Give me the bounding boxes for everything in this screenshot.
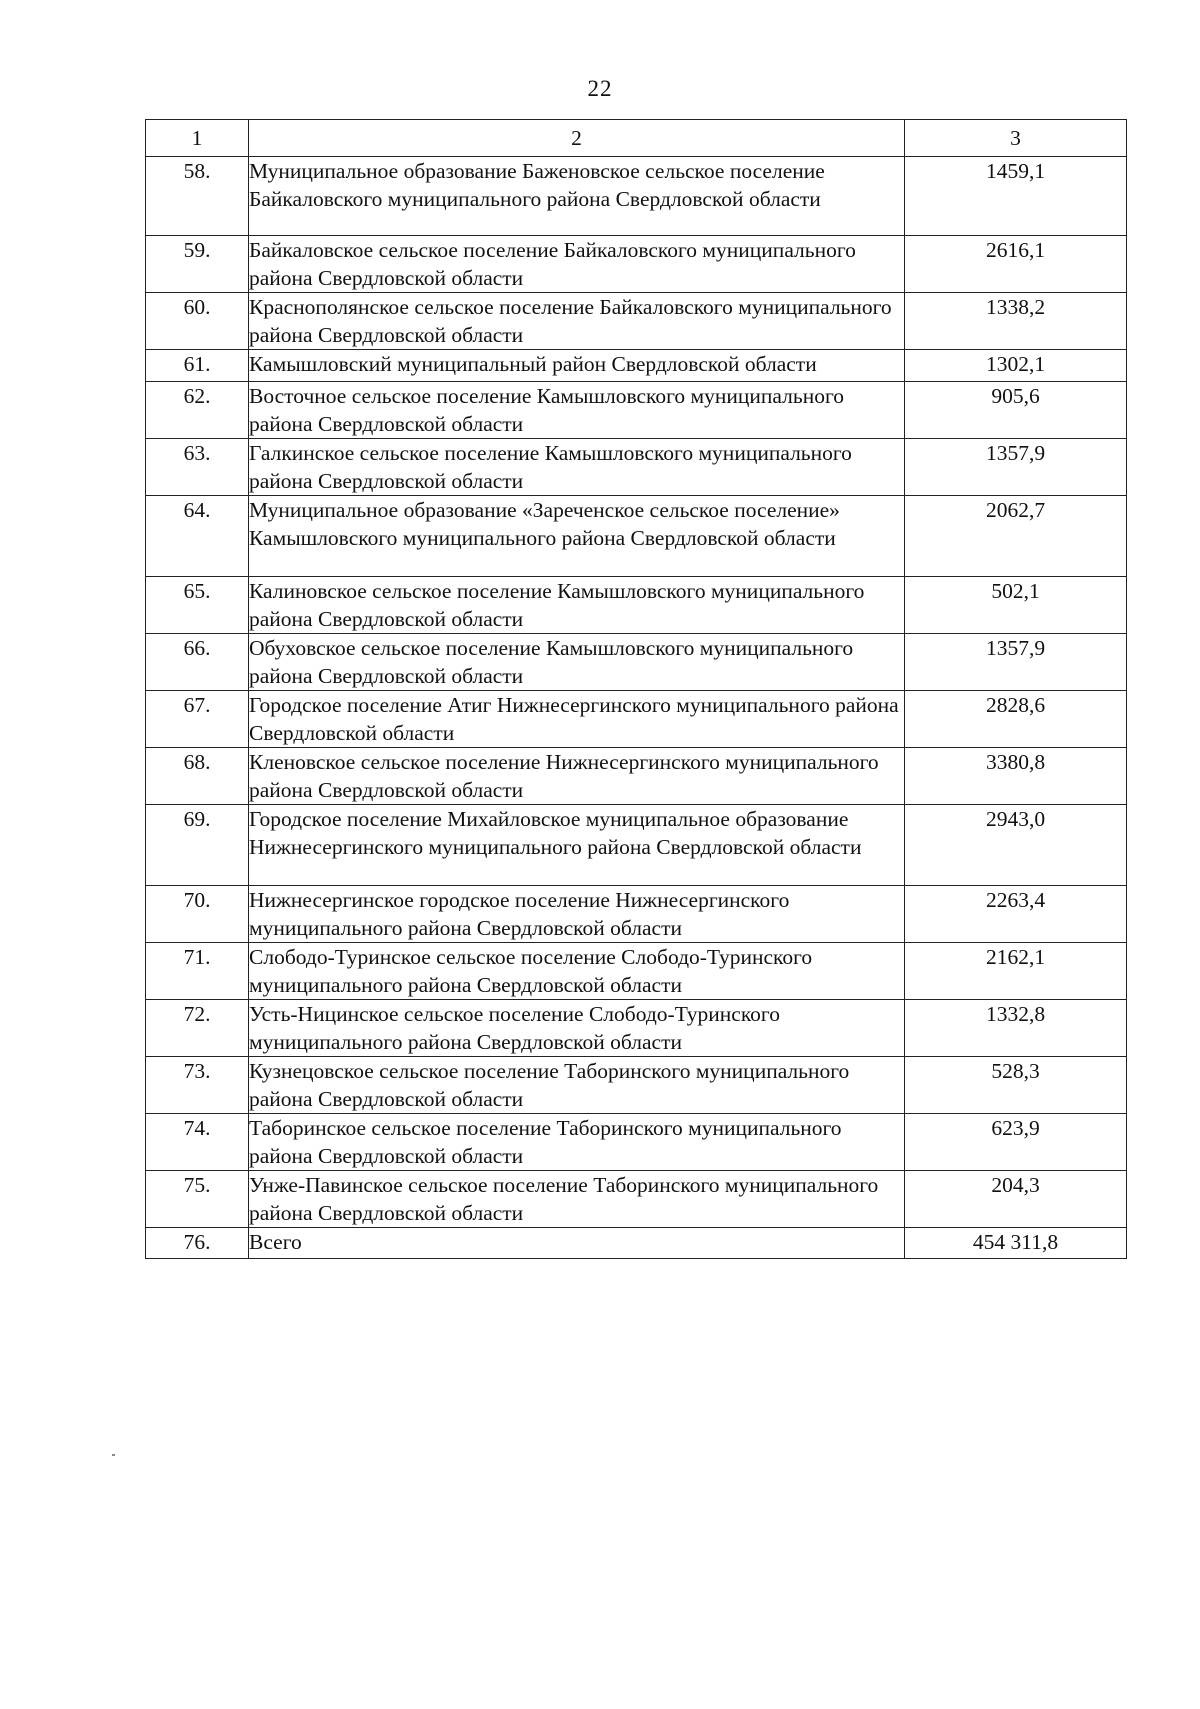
table-row bbox=[146, 496, 1127, 577]
total-label: Всего bbox=[249, 1228, 905, 1259]
amount-value: 1338,2 bbox=[905, 293, 1127, 350]
table-row bbox=[146, 886, 1127, 943]
municipality-name: Галкинское сельское поселение Камышловского муниципального района Свердловской области bbox=[249, 439, 905, 496]
amount-value: 1302,1 bbox=[905, 350, 1127, 382]
row-number: 73. bbox=[146, 1057, 249, 1114]
row-number: 61. bbox=[146, 350, 249, 382]
amount-value: 2616,1 bbox=[905, 236, 1127, 293]
amount-value: 3380,8 bbox=[905, 748, 1127, 805]
municipality-name: Муниципальное образование Баженовское сельское поселение Байкаловского муниципального района Свердловской области bbox=[249, 157, 905, 236]
row-number: 66. bbox=[146, 634, 249, 691]
municipality-name: Кленовское сельское поселение Нижнесергинского муниципального района Свердловской области bbox=[249, 748, 905, 805]
row-number: 72. bbox=[146, 1000, 249, 1057]
table-row bbox=[146, 439, 1127, 496]
municipality-name: Краснополянское сельское поселение Байкаловского муниципального района Свердловской области bbox=[249, 293, 905, 350]
municipality-name: Городское поселение Атиг Нижнесергинского муниципального района Свердловской области bbox=[249, 691, 905, 748]
municipality-name: Усть-Ницинское сельское поселение Слободо-Туринского муниципального района Свердловской области bbox=[249, 1000, 905, 1057]
table-row bbox=[146, 293, 1127, 350]
amount-value: 2162,1 bbox=[905, 943, 1127, 1000]
total-row bbox=[146, 1228, 1127, 1259]
municipality-name: Калиновское сельское поселение Камышловского муниципального района Свердловской области bbox=[249, 577, 905, 634]
row-number: 68. bbox=[146, 748, 249, 805]
row-number: 75. bbox=[146, 1171, 249, 1228]
amount-value: 1357,9 bbox=[905, 634, 1127, 691]
municipality-name: Камышловский муниципальный район Свердловской области bbox=[249, 350, 905, 382]
amount-value: 204,3 bbox=[905, 1171, 1127, 1228]
row-number: 60. bbox=[146, 293, 249, 350]
header-row bbox=[146, 120, 1127, 157]
column-header-2: 2 bbox=[249, 120, 905, 157]
row-number: 63. bbox=[146, 439, 249, 496]
amount-value: 2943,0 bbox=[905, 805, 1127, 886]
allocation-table bbox=[145, 119, 1127, 1259]
row-number: 59. bbox=[146, 236, 249, 293]
municipality-name: Унже-Павинское сельское поселение Таборинского муниципального района Свердловской области bbox=[249, 1171, 905, 1228]
municipality-name: Таборинское сельское поселение Таборинского муниципального района Свердловской области bbox=[249, 1114, 905, 1171]
amount-value: 2263,4 bbox=[905, 886, 1127, 943]
row-number: 65. bbox=[146, 577, 249, 634]
table-row bbox=[146, 1000, 1127, 1057]
row-number: 71. bbox=[146, 943, 249, 1000]
amount-value: 2062,7 bbox=[905, 496, 1127, 577]
page-number: 22 bbox=[587, 76, 613, 101]
total-value: 454 311,8 bbox=[905, 1228, 1127, 1259]
amount-value: 2828,6 bbox=[905, 691, 1127, 748]
municipality-name: Обуховское сельское поселение Камышловского муниципального района Свердловской области bbox=[249, 634, 905, 691]
table-row bbox=[146, 350, 1127, 382]
row-number: 74. bbox=[146, 1114, 249, 1171]
column-header-1: 1 bbox=[146, 120, 249, 157]
row-number: 69. bbox=[146, 805, 249, 886]
table-row bbox=[146, 1171, 1127, 1228]
row-number: 62. bbox=[146, 382, 249, 439]
row-number: 58. bbox=[146, 157, 249, 236]
table-row bbox=[146, 805, 1127, 886]
row-number: 76. bbox=[146, 1228, 249, 1259]
scan-speck bbox=[112, 1454, 115, 1456]
municipality-name: Муниципальное образование «Зареченское сельское поселение» Камышловского муниципального района Свердловской области bbox=[249, 496, 905, 577]
municipality-name: Восточное сельское поселение Камышловского муниципального района Свердловской области bbox=[249, 382, 905, 439]
municipality-name: Кузнецовское сельское поселение Таборинского муниципального района Свердловской области bbox=[249, 1057, 905, 1114]
table-row bbox=[146, 748, 1127, 805]
table-row bbox=[146, 1057, 1127, 1114]
table-row bbox=[146, 236, 1127, 293]
row-number: 67. bbox=[146, 691, 249, 748]
municipality-name: Городское поселение Михайловское муниципальное образование Нижнесергинского муниципального района Свердловской области bbox=[249, 805, 905, 886]
table-row bbox=[146, 1114, 1127, 1171]
amount-value: 1459,1 bbox=[905, 157, 1127, 236]
row-number: 64. bbox=[146, 496, 249, 577]
table-row bbox=[146, 577, 1127, 634]
table-row bbox=[146, 691, 1127, 748]
table-row bbox=[146, 382, 1127, 439]
municipality-name: Байкаловское сельское поселение Байкаловского муниципального района Свердловской области bbox=[249, 236, 905, 293]
table-row bbox=[146, 943, 1127, 1000]
municipality-name: Слободо-Туринское сельское поселение Слободо-Туринского муниципального района Свердловской области bbox=[249, 943, 905, 1000]
column-header-3: 3 bbox=[905, 120, 1127, 157]
amount-value: 623,9 bbox=[905, 1114, 1127, 1171]
amount-value: 502,1 bbox=[905, 577, 1127, 634]
table-row bbox=[146, 634, 1127, 691]
amount-value: 528,3 bbox=[905, 1057, 1127, 1114]
row-number: 70. bbox=[146, 886, 249, 943]
amount-value: 1332,8 bbox=[905, 1000, 1127, 1057]
amount-value: 1357,9 bbox=[905, 439, 1127, 496]
amount-value: 905,6 bbox=[905, 382, 1127, 439]
municipality-name: Нижнесергинское городское поселение Нижнесергинского муниципального района Свердловской области bbox=[249, 886, 905, 943]
table-row bbox=[146, 157, 1127, 236]
